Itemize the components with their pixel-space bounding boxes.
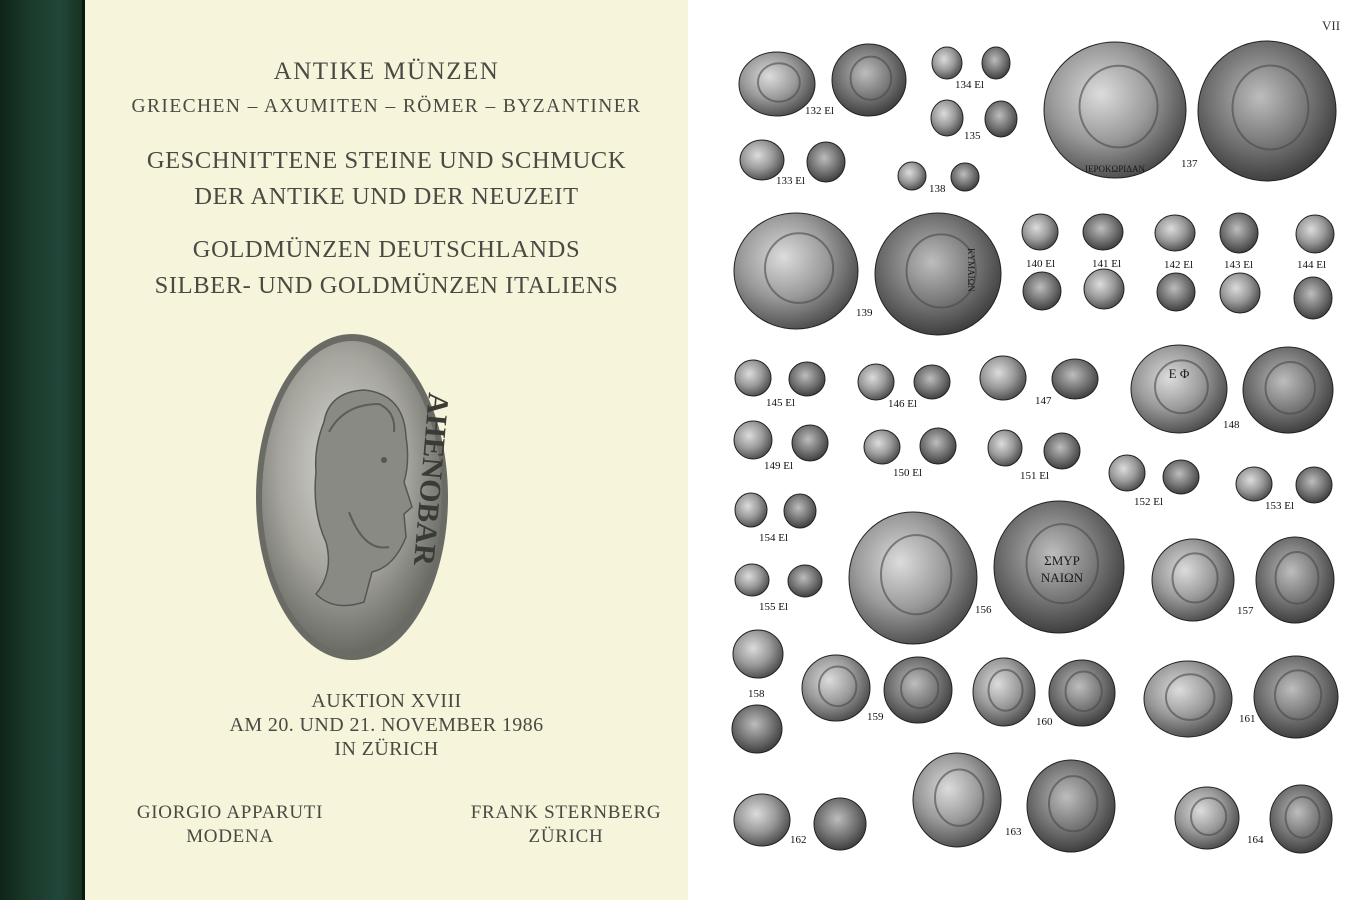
coin-image xyxy=(980,356,1026,400)
coin-image xyxy=(735,493,767,527)
coin-image xyxy=(733,630,783,678)
coin-image xyxy=(1083,214,1123,250)
cover-heading-gems: GESCHNITTENE STEINE UND SCHMUCK xyxy=(146,147,627,174)
coin-legend-c156_rev_2: ΝΑΙΩΝ xyxy=(1040,570,1084,585)
publisher-left-name: GIORGIO APPARUTI xyxy=(136,802,324,823)
auction-place: IN ZÜRICH xyxy=(334,738,439,760)
coin-caption: 162 xyxy=(790,834,807,846)
coin-caption: 145 El xyxy=(766,397,796,409)
coin-image xyxy=(1152,539,1234,621)
coin-image xyxy=(807,142,845,182)
coin-image xyxy=(789,362,825,396)
coin-image xyxy=(1256,537,1334,623)
coin-caption: 152 El xyxy=(1134,496,1164,508)
coin-image xyxy=(1049,660,1115,726)
coin-caption: 140 El xyxy=(1026,258,1056,270)
coin-legend-c156_rev_1: ΣΜΥΡ xyxy=(1044,553,1080,568)
coin-image xyxy=(1131,345,1227,433)
cover-heading-gems-2: DER ANTIKE UND DER NEUZEIT xyxy=(194,183,579,210)
coin-image xyxy=(982,47,1010,79)
coin-caption: 137 xyxy=(1181,158,1198,170)
coin-caption: 138 xyxy=(929,183,946,195)
coin-caption: 134 El xyxy=(955,79,985,91)
coin-image xyxy=(739,52,815,116)
coin-caption: 163 xyxy=(1005,826,1022,838)
coin-image xyxy=(1175,787,1239,849)
coin-caption: 144 El xyxy=(1297,259,1327,271)
coin-caption: 151 El xyxy=(1020,470,1050,482)
coin-image xyxy=(858,364,894,400)
coin-caption: 147 xyxy=(1035,395,1052,407)
coin-caption: 156 xyxy=(975,604,992,616)
coin-caption: 142 El xyxy=(1164,259,1194,271)
coin-image xyxy=(784,494,816,528)
coin-caption: 146 El xyxy=(888,398,918,410)
auction-date: AM 20. UND 21. NOVEMBER 1986 xyxy=(229,714,544,736)
coin-image xyxy=(1155,215,1195,251)
coin-image xyxy=(1294,277,1332,319)
coin-image xyxy=(1163,460,1199,494)
cover-title: ANTIKE MÜNZEN xyxy=(273,58,500,85)
plate-page-number: VII xyxy=(1322,18,1341,33)
coin-image xyxy=(734,421,772,459)
coin-caption: 154 El xyxy=(759,532,789,544)
coin-image xyxy=(1243,347,1333,433)
coin-caption: 159 xyxy=(867,711,884,723)
coin-image xyxy=(734,213,858,329)
cover-subtitle: GRIECHEN – AXUMITEN – RÖMER – BYZANTINER xyxy=(131,96,642,117)
coin-image xyxy=(988,430,1022,466)
coin-image xyxy=(951,163,979,191)
coin-image xyxy=(735,360,771,396)
coin-caption: 161 xyxy=(1239,713,1256,725)
coin-image xyxy=(1044,433,1080,469)
coin-image xyxy=(875,213,1001,335)
coin-legend-c137: ΙΕΡΟΚΩΡΙΔΑΝ xyxy=(1085,164,1145,174)
coin-image xyxy=(864,430,900,464)
coin-image xyxy=(1084,269,1124,309)
coin-image xyxy=(884,657,952,723)
coin-image xyxy=(973,658,1035,726)
coin-image xyxy=(732,705,782,753)
coin-image xyxy=(802,655,870,721)
coin-image xyxy=(1157,273,1195,311)
coin-legend-c139_rev: ΚΥΜΑΙΩΝ xyxy=(966,248,976,292)
coin-caption: 148 xyxy=(1223,419,1240,431)
coin-image xyxy=(931,100,963,136)
coin-caption: 155 El xyxy=(759,601,789,613)
coin-caption: 135 xyxy=(964,130,981,142)
coin-image xyxy=(1220,213,1258,253)
coin-image xyxy=(1023,272,1061,310)
coin-caption: 153 El xyxy=(1265,500,1295,512)
coin-image xyxy=(832,44,906,116)
coin-legend-c148: Ε Φ xyxy=(1168,366,1190,381)
coin-caption: 149 El xyxy=(764,460,794,472)
coin-caption: 158 xyxy=(748,688,765,700)
coin-caption: 141 El xyxy=(1092,258,1122,270)
coin-caption: 160 xyxy=(1036,716,1053,728)
coin-image xyxy=(1052,359,1098,399)
coin-caption: 139 xyxy=(856,307,873,319)
coin-image xyxy=(932,47,962,79)
coin-image xyxy=(1109,455,1145,491)
coin-caption: 164 xyxy=(1247,834,1264,846)
publisher-right-name: FRANK STERNBERG xyxy=(470,802,662,823)
publisher-right-city: ZÜRICH xyxy=(528,826,604,847)
coin-caption: 157 xyxy=(1237,605,1254,617)
coin-image xyxy=(898,162,926,190)
coin-image xyxy=(920,428,956,464)
coin-image xyxy=(1270,785,1332,853)
coin-image xyxy=(913,753,1001,847)
coin-image xyxy=(1296,467,1332,503)
coin-image xyxy=(735,564,769,596)
auction-number: AUKTION XVIII xyxy=(311,690,462,712)
cover-heading-gold: GOLDMÜNZEN DEUTSCHLANDS xyxy=(192,236,581,263)
cover-heading-italy: SILBER- UND GOLDMÜNZEN ITALIENS xyxy=(154,272,619,299)
coin-image xyxy=(1236,467,1272,501)
coin-image xyxy=(849,512,977,644)
coin-image xyxy=(985,101,1017,137)
coin-image xyxy=(1027,760,1115,852)
coin-image xyxy=(1220,273,1260,313)
svg-text:AHENOBAR: AHENOBAR xyxy=(406,391,455,567)
coin-image xyxy=(1296,215,1334,253)
publisher-left-city: MODENA xyxy=(186,826,274,847)
coin-caption: 132 El xyxy=(805,105,835,117)
coin-image xyxy=(1198,41,1336,181)
coin-caption: 150 El xyxy=(893,467,923,479)
coin-image xyxy=(1022,214,1058,250)
coin-image xyxy=(1144,661,1232,737)
coin-image xyxy=(792,425,828,461)
coin-image xyxy=(1044,42,1186,178)
coin-image xyxy=(814,798,866,850)
coin-image xyxy=(914,365,950,399)
coin-image xyxy=(740,140,784,180)
coin-image xyxy=(788,565,822,597)
coin-caption: 143 El xyxy=(1224,259,1254,271)
coin-image xyxy=(734,794,790,846)
coin-caption: 133 El xyxy=(776,175,806,187)
coin-image xyxy=(1254,656,1338,738)
